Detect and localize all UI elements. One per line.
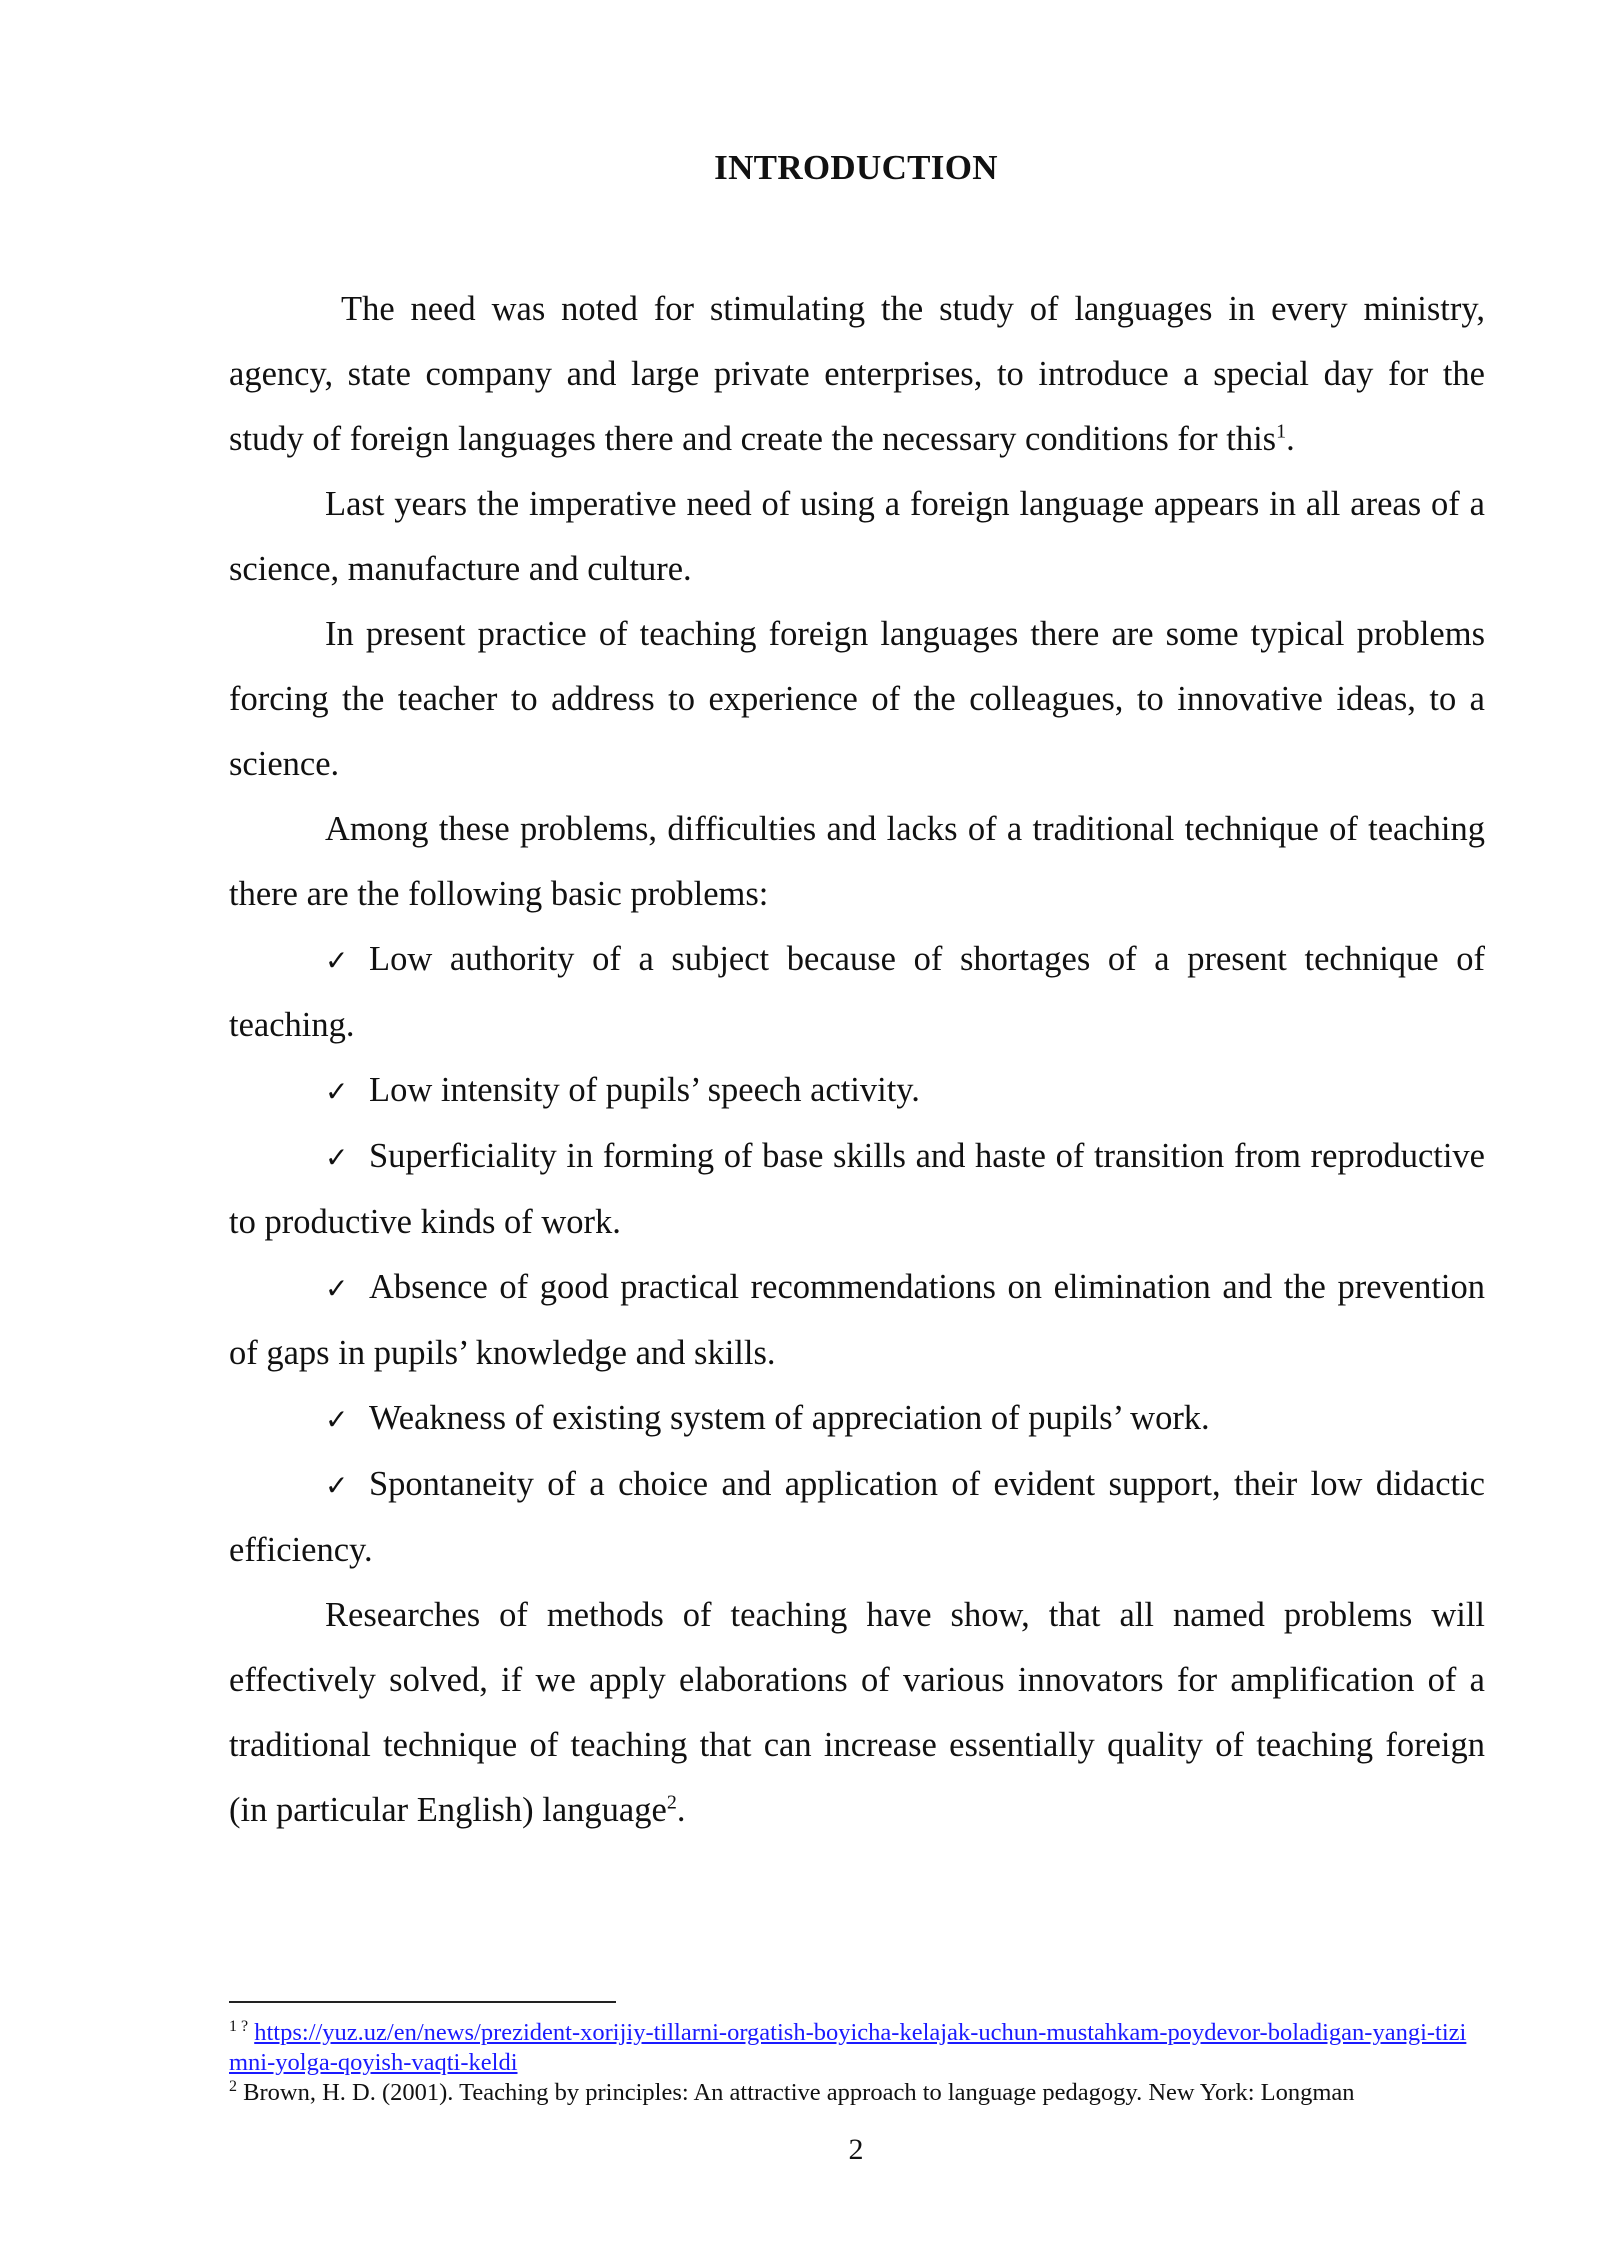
paragraph-text: Researches of methods of teaching have show, that all named problems will effectively solved, if we apply elaborations of various innovators for amplification of a traditional technique of teaching that can increase essentially quality of teaching foreign (in particular English) language (229, 1596, 1485, 1829)
footnotes (229, 2018, 1485, 2108)
problem-text: Low intensity of pupils’ speech activity. (369, 1071, 920, 1109)
problem-item (229, 1386, 1485, 1452)
problem-text: Absence of good practical recommendations on elimination and the prevention of gaps in pupils’ knowledge and skills. (229, 1268, 1485, 1372)
problem-item (229, 1058, 1485, 1124)
intro-paragraph-3: In present practice of teaching foreign languages there are some typical problems forcing the teacher to address to experience of the colleagues, to innovative ideas, to a science. (229, 615, 1485, 783)
footnote-1 (229, 2018, 1485, 2078)
problem-text: Superficiality in forming of base skills and haste of transition from reproductive to productive kinds of work. (229, 1137, 1485, 1241)
problem-text: Spontaneity of a choice and application of evident support, their low didactic efficiency. (229, 1465, 1485, 1569)
intro-paragraph-2: Last years the imperative need of using a foreign language appears in all areas of a science, manufacture and culture. (229, 485, 1485, 588)
paragraph-end: . (1286, 420, 1295, 458)
body-text (229, 277, 1485, 1843)
footnote-link[interactable]: https://yuz.uz/en/news/prezident-xorijiy-tillarni-orgatish-boyicha-kelajak-uchun-mustahkam-poydevor-boladigan-yangi-tizimni-yolga-qoyish-vaqti-keldi (229, 2019, 1467, 2076)
problem-text: Weakness of existing system of appreciation of pupils’ work. (369, 1399, 1210, 1437)
footnote-text: Brown, H. D. (2001). Teaching by principles: An attractive approach to language pedagogy. New York: Longman (243, 2079, 1355, 2106)
problem-item (229, 1124, 1485, 1255)
footnote-ref-1[interactable]: 1 (1276, 420, 1287, 443)
page-title: INTRODUCTION (714, 148, 998, 187)
check-mark-icon: ✓ (325, 1403, 349, 1436)
conclusion-paragraph (229, 1583, 1485, 1843)
footnote-divider (229, 2001, 616, 2003)
page-number: 2 (848, 2133, 864, 2166)
footnote-marker: 1 ? (229, 2017, 249, 2035)
footnote-ref-2[interactable]: 2 (666, 1791, 677, 1814)
check-mark-icon: ✓ (325, 1469, 349, 1502)
paragraph-text: The need was noted for stimulating the study of languages in every ministry, agency, state company and large private enterprises, to introduce a special day for the study of foreign languages there and create the necessary conditions for this (229, 290, 1485, 458)
footnote-2 (229, 2078, 1485, 2108)
problem-item (229, 1452, 1485, 1583)
problem-text: Low authority of a subject because of shortages of a present technique of teaching. (229, 940, 1485, 1044)
footnote-marker: 2 (229, 2077, 237, 2095)
intro-paragraph-1 (229, 277, 1485, 472)
paragraph-end: . (676, 1791, 686, 1829)
check-mark-icon: ✓ (325, 944, 349, 977)
problem-item (229, 1255, 1485, 1386)
check-mark-icon: ✓ (325, 1075, 349, 1108)
check-mark-icon: ✓ (325, 1141, 349, 1174)
check-mark-icon: ✓ (325, 1272, 349, 1305)
intro-paragraph-4: Among these problems, difficulties and lacks of a traditional technique of teaching there are the following basic problems: (229, 810, 1485, 913)
problem-item (229, 927, 1485, 1058)
